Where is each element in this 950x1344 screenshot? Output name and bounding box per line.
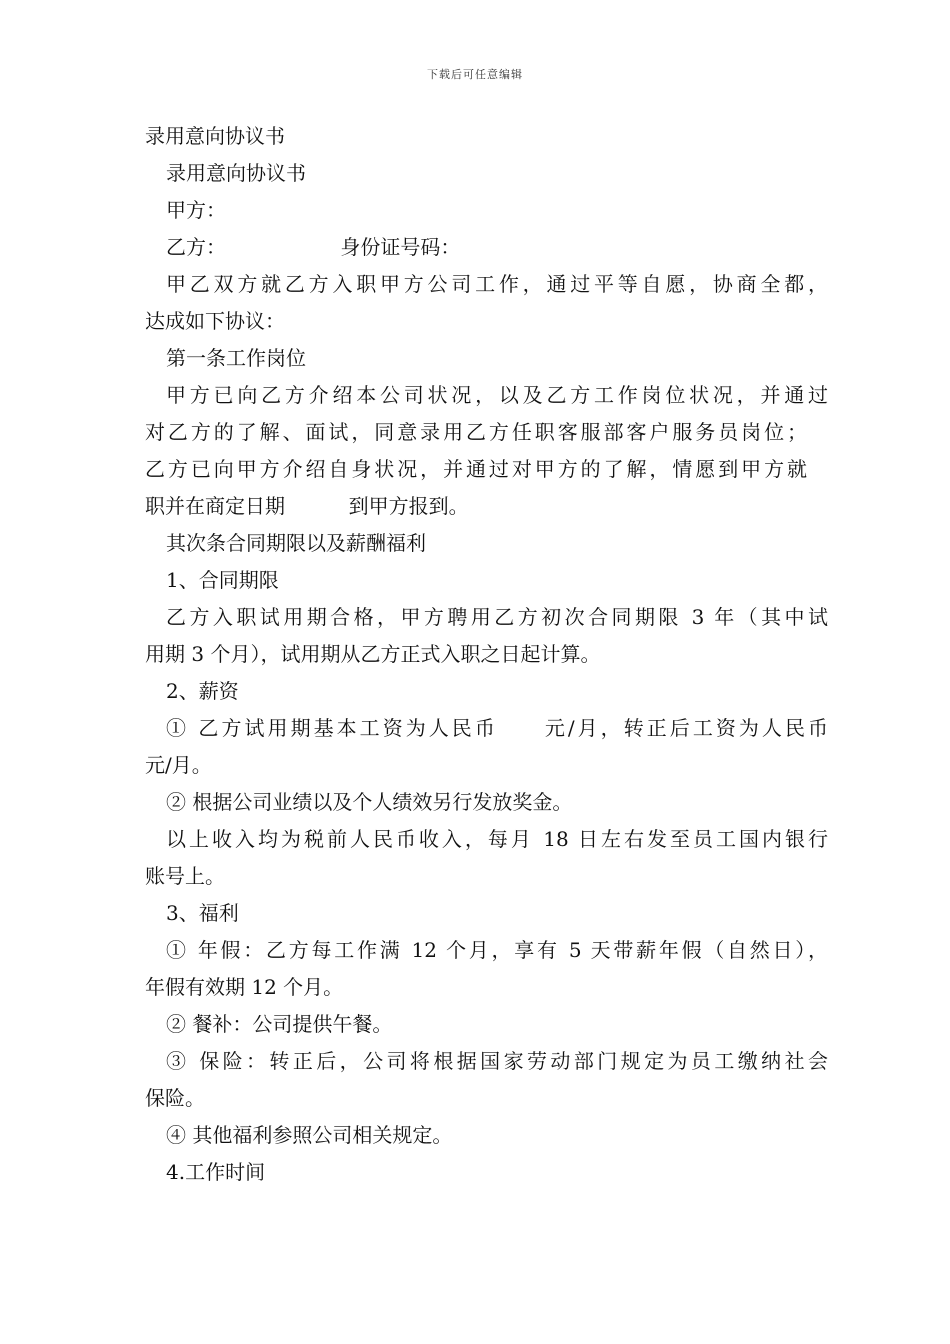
document-line: 乙方已向甲方介绍自身状况，并通过对甲方的了解，情愿到甲方就	[145, 457, 807, 481]
document-line: ① 乙方试用期基本工资为人民币 元/月，转正后工资为人民币	[166, 716, 828, 740]
document-line: 3、福利	[166, 901, 239, 925]
document-line: 其次条合同期限以及薪酬福利	[166, 531, 426, 555]
document-line: ④ 其他福利参照公司相关规定。	[166, 1123, 453, 1147]
document-body	[145, 118, 828, 1191]
document-line: ③ 保险：转正后，公司将根据国家劳动部门规定为员工缴纳社会	[166, 1049, 828, 1073]
document-line: 4.工作时间	[166, 1160, 266, 1184]
document-line: ② 根据公司业绩以及个人绩效另行发放奖金。	[166, 790, 573, 814]
document-line: 甲乙双方就乙方入职甲方公司工作，通过平等自愿，协商全都，	[166, 272, 828, 296]
document-line: ② 餐补：公司提供午餐。	[166, 1012, 393, 1036]
document-line: 元/月。	[145, 753, 212, 777]
document-line: ① 年假：乙方每工作满 12 个月，享有 5 天带薪年假（自然日），	[166, 938, 828, 962]
document-line: 甲方：	[166, 198, 226, 222]
document-line: 用期 3 个月），试用期从乙方正式入职之日起计算。	[145, 642, 601, 666]
document-line: 甲方已向乙方介绍本公司状况，以及乙方工作岗位状况，并通过	[166, 383, 828, 407]
document-line: 2、薪资	[166, 679, 239, 703]
document-line: 对乙方的了解、面试，同意录用乙方任职客服部客户服务员岗位；	[145, 420, 807, 444]
document-line: 年假有效期 12 个月。	[145, 975, 344, 999]
document-line: 乙方入职试用期合格，甲方聘用乙方初次合同期限 3 年（其中试	[166, 605, 828, 629]
document-line: 保险。	[145, 1086, 205, 1110]
document-line: 以上收入均为税前人民币收入，每月 18 日左右发至员工国内银行	[166, 827, 828, 851]
document-line: 职并在商定日期 到甲方报到。	[145, 494, 469, 518]
document-line: 第一条工作岗位	[166, 346, 306, 370]
document-line: 1、合同期限	[166, 568, 279, 592]
document-line: 账号上。	[145, 864, 225, 888]
page-header-note: 下载后可任意编辑	[427, 68, 523, 81]
document-line: 达成如下协议：	[145, 309, 285, 333]
document-line: 录用意向协议书	[145, 124, 285, 148]
document-line: 录用意向协议书	[166, 161, 306, 185]
document-line: 乙方： 身份证号码：	[166, 235, 461, 259]
